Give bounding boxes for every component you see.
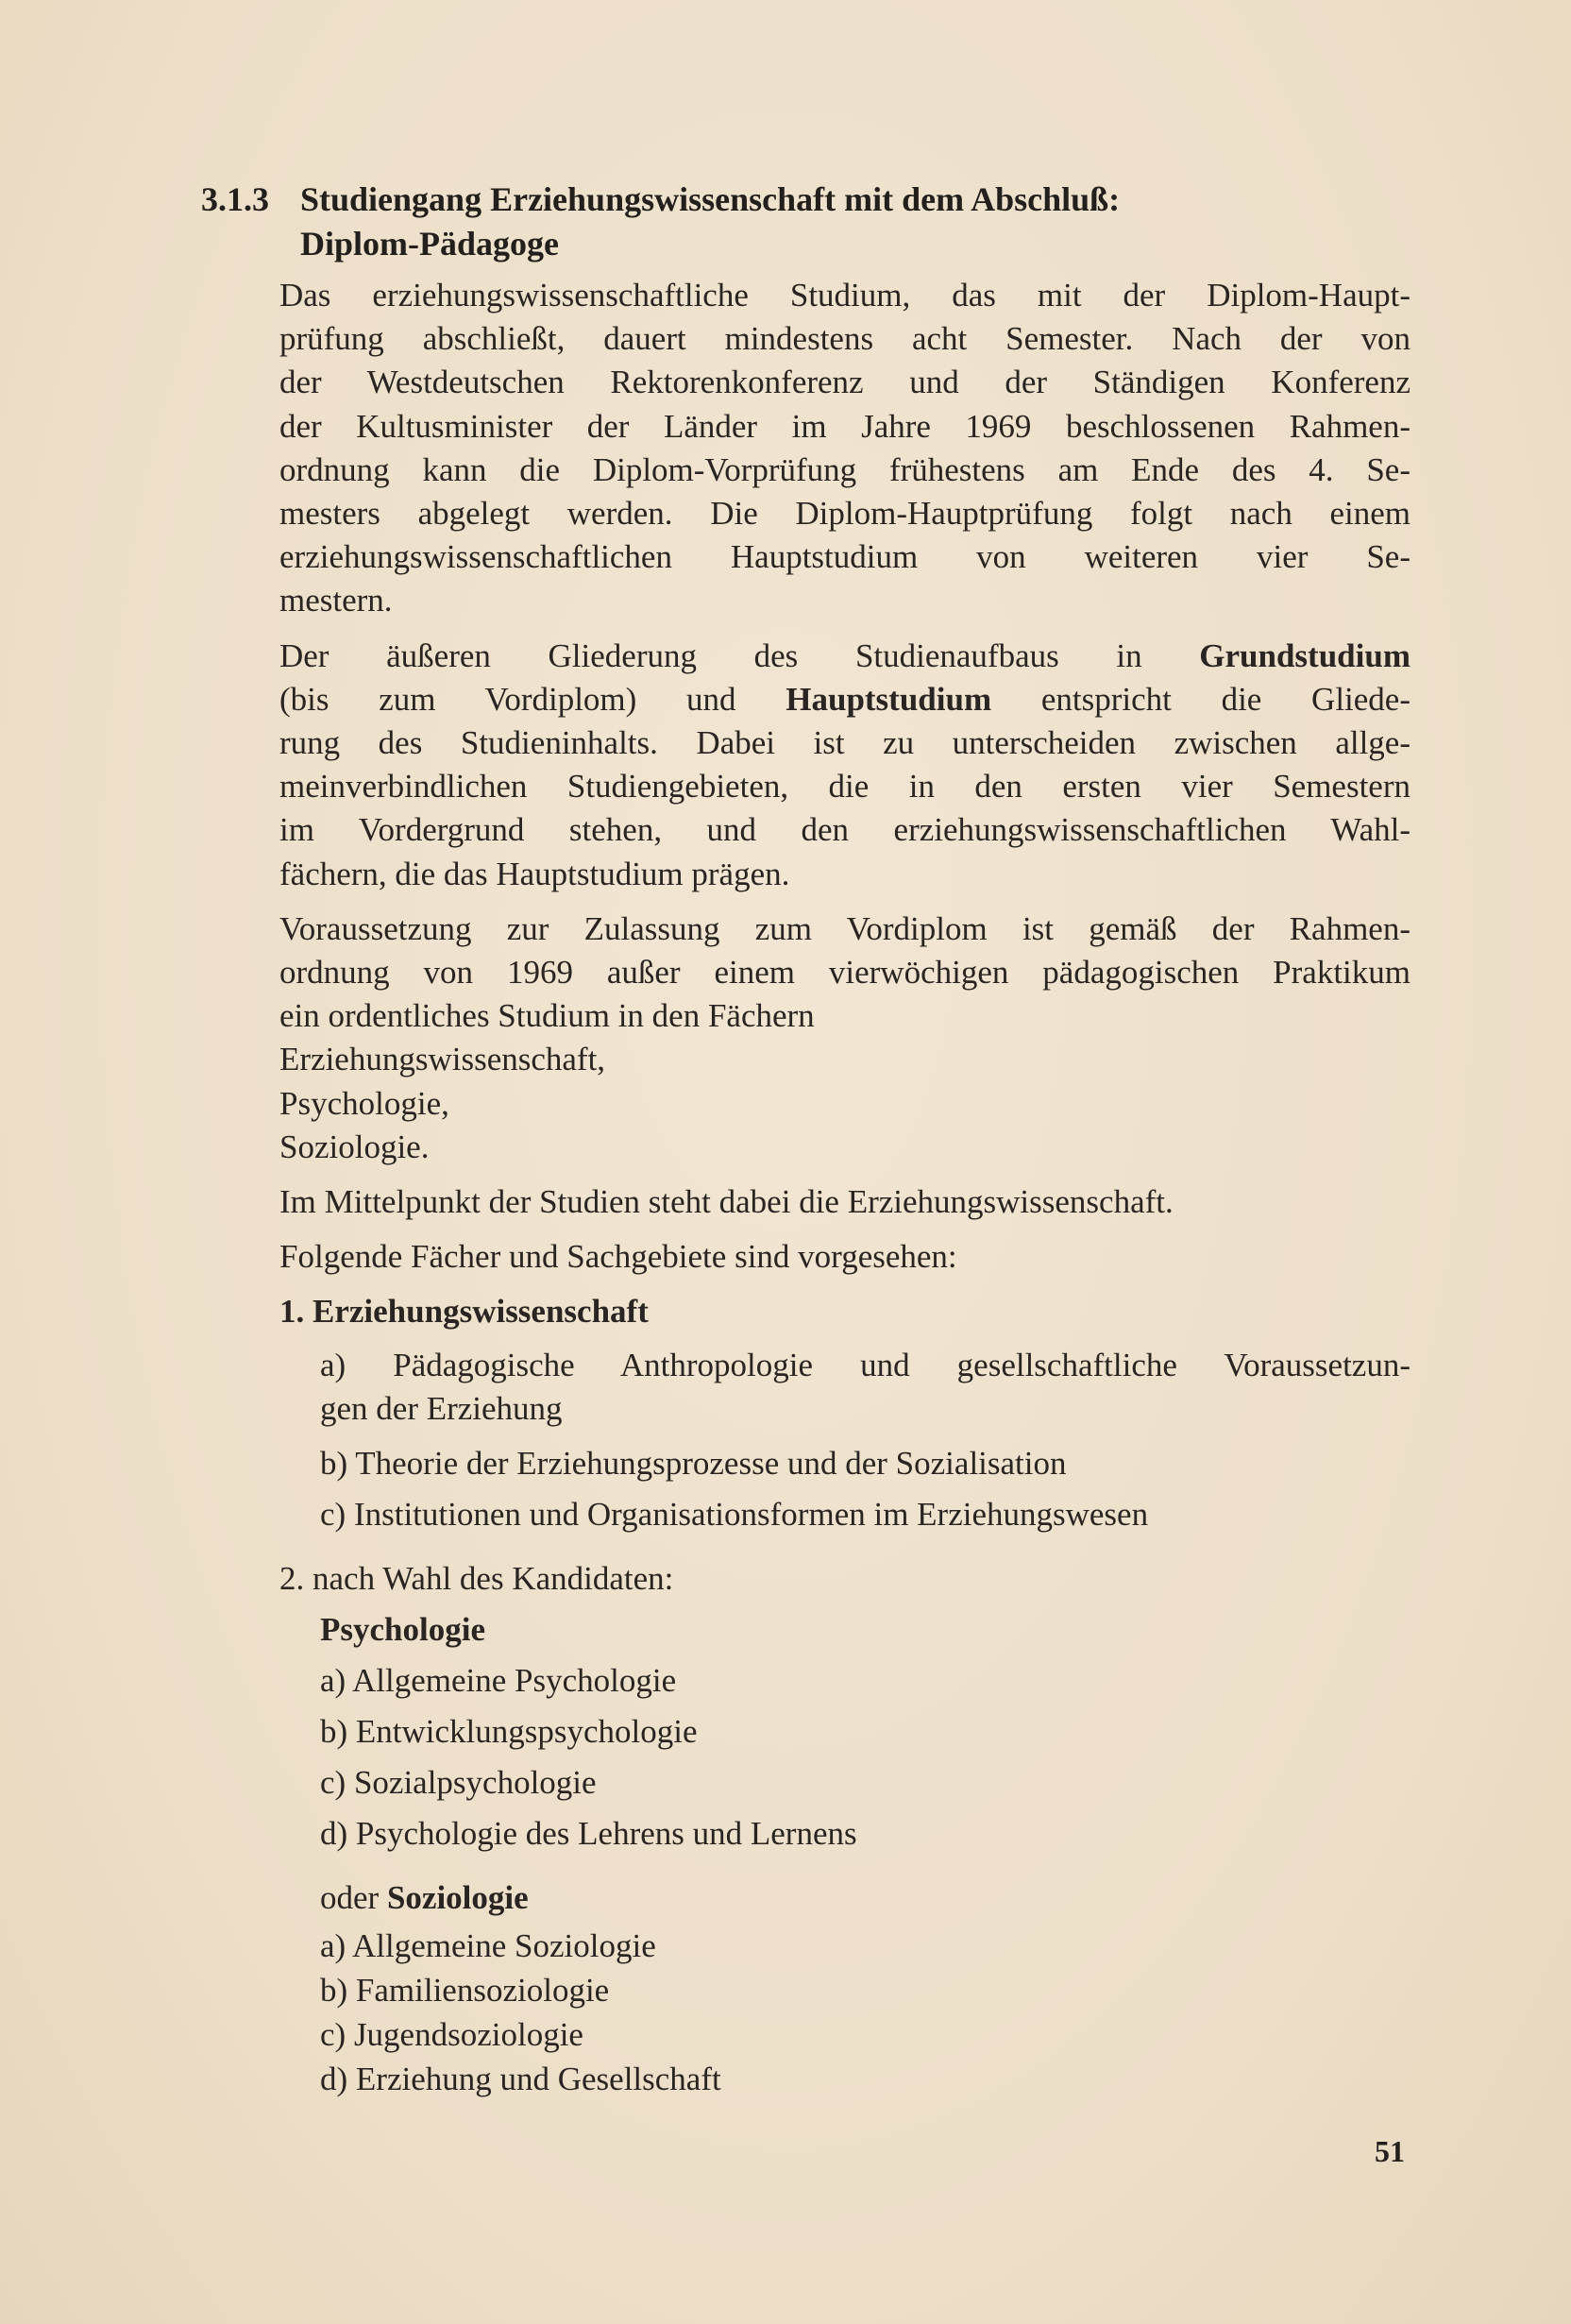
list-item: d) Erziehung und Gesellschaft <box>320 2060 721 2097</box>
text-line: rung des Studieninhalts. Dabei ist zu unterscheiden zwischen allge- <box>279 724 1411 762</box>
text-line: ein ordentliches Studium in den Fächern <box>279 997 815 1035</box>
term-soziologie: Soziologie <box>386 1878 529 1916</box>
section-1 <box>279 1290 1411 1539</box>
page-number: 51 <box>1375 2134 1405 2168</box>
term-hauptstudium: Hauptstudium <box>786 680 992 718</box>
list-item: a) Allgemeine Soziologie <box>320 1926 656 1964</box>
text-line: ordnung kann die Diplom-Vorprüfung frühestens am Ende des 4. Se- <box>279 450 1411 488</box>
list-item: c) Institutionen und Organisationsformen im Erziehungswesen <box>320 1495 1149 1533</box>
subhead-psychologie: Psychologie <box>320 1610 485 1648</box>
section-number: 3.1.3 <box>201 180 269 218</box>
text-line: der Kultusminister der Länder im Jahre 1969 beschlossenen Rahmen- <box>279 407 1411 445</box>
list-item-line: gen der Erziehung <box>320 1389 563 1427</box>
section-2-title: 2. nach Wahl des Kandidaten: <box>279 1559 674 1597</box>
list-item-line: a) Pädagogische Anthropologie und gesellschaftliche Voraussetzun- <box>320 1346 1411 1383</box>
subject-item: Erziehungswissenschaft, <box>279 1041 606 1078</box>
paragraph-4 <box>279 1180 1411 1224</box>
list-item: b) Entwicklungspsychologie <box>320 1712 698 1750</box>
heading-line-1: Studiengang Erziehungswissenschaft mit dem Abschluß: <box>300 180 1121 218</box>
text-line <box>279 635 1411 678</box>
subject-item: Psychologie, <box>279 1084 449 1122</box>
section-1-list <box>279 1344 1411 1540</box>
subject-item: Soziologie. <box>279 1128 430 1165</box>
text-line: der Westdeutschen Rektorenkonferenz und der Ständigen Konferenz <box>279 364 1411 401</box>
text-line: Folgende Fächer und Sachgebiete sind vorgesehen: <box>279 1238 957 1276</box>
text-run: oder <box>320 1878 387 1916</box>
list-item: b) Familiensoziologie <box>320 1971 610 2009</box>
text-run: Der äußeren Gliederung des Studienaufbaus in <box>279 636 1200 674</box>
text-line: erziehungswissenschaftlichen Hauptstudium von weiteren vier Se- <box>279 538 1411 576</box>
text-line: mestern. <box>279 582 393 619</box>
text-run: (bis zum Vordiplom) und <box>279 680 786 718</box>
section-2-list <box>279 1604 1411 2101</box>
list-item <box>320 1344 1411 1431</box>
section-1-title: 1. Erziehungswissenschaft <box>279 1293 649 1331</box>
paragraph-5 <box>279 1235 1411 1279</box>
list-item: b) Theorie der Erziehungsprozesse und der Sozialisation <box>320 1444 1067 1482</box>
text-line: fächern, die das Hauptstudium prägen. <box>279 855 790 892</box>
section-heading <box>201 178 1120 266</box>
body-text <box>279 274 1411 2101</box>
heading-line-2: Diplom-Pädagoge <box>300 225 559 263</box>
text-line: Voraussetzung zur Zulassung zum Vordiplom ist gemäß der Rahmen- <box>279 909 1411 947</box>
list-item: a) Allgemeine Psychologie <box>320 1661 677 1699</box>
text-line: meinverbindlichen Studiengebieten, die in den ersten vier Semestern <box>279 768 1411 806</box>
text-line: prüfung abschließt, dauert mindestens acht Semester. Nach der von <box>279 320 1411 358</box>
list-item: d) Psychologie des Lehrens und Lernens <box>320 1814 857 1852</box>
list-item: c) Sozialpsychologie <box>320 1763 597 1801</box>
subhead-soziologie <box>320 1873 1411 1924</box>
text-line: Im Mittelpunkt der Studien steht dabei die Erziehungswissenschaft. <box>279 1183 1174 1221</box>
list-item: c) Jugendsoziologie <box>320 2015 583 2053</box>
section-2 <box>279 1553 1411 2101</box>
text-line: Das erziehungswissenschaftliche Studium, das mit der Diplom-Haupt- <box>279 277 1411 314</box>
paragraph-2 <box>279 635 1411 896</box>
text-line: ordnung von 1969 außer einem vierwöchigen pädagogischen Praktikum <box>279 954 1411 992</box>
term-grundstudium: Grundstudium <box>1199 636 1411 674</box>
text-line <box>279 678 1411 721</box>
text-run: entspricht die Gliede- <box>991 680 1411 718</box>
paragraph-3 <box>279 908 1411 1169</box>
text-line: im Vordergrund stehen, und den erziehungswissenschaftlichen Wahl- <box>279 811 1411 849</box>
text-line: mesters abgelegt werden. Die Diplom-Hauptprüfung folgt nach einem <box>279 495 1411 533</box>
paragraph-1 <box>279 274 1411 623</box>
